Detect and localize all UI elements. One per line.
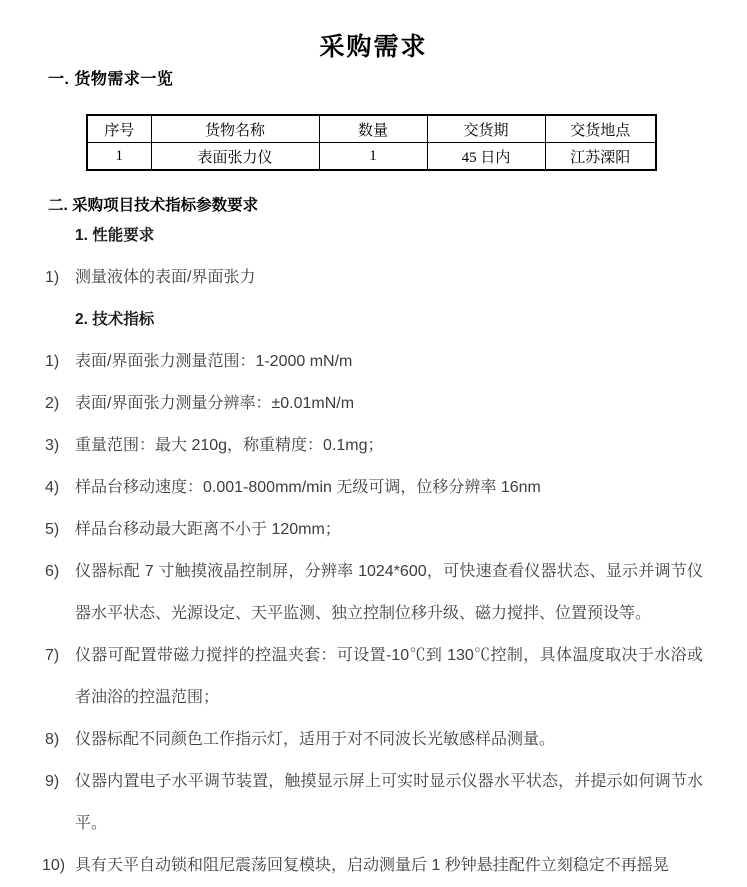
cell-quantity: 1 [319, 143, 427, 171]
list-item-number: 7) [45, 647, 60, 664]
list-item-text: 仪器可配置带磁力搅拌的控温夹套：可设置-10℃到 130℃控制，具体温度取决于水浴或者油浴的控温范围； [75, 647, 703, 706]
cell-goods-name: 表面张力仪 [151, 143, 319, 171]
list-item [0, 719, 747, 761]
list-item [0, 761, 747, 845]
page-title: 采购需求 [319, 33, 428, 61]
section-heading-tech-requirements: 二. 采购项目技术指标参数要求 [48, 197, 259, 214]
list-item-number: 6) [45, 563, 60, 580]
list-item-text: 具有天平自动锁和阻尼震荡回复模块，启动测量后 1 秒钟悬挂配件立刻稳定不再摇晃 [75, 857, 669, 874]
list-item [0, 845, 747, 887]
list-item-number: 2) [45, 395, 60, 412]
column-header-goods-name: 货物名称 [151, 115, 319, 143]
list-item-number: 8) [45, 731, 60, 748]
table-header-row [87, 115, 656, 143]
list-item [0, 383, 747, 425]
list-item-number: 4) [45, 479, 60, 496]
list-item [0, 551, 747, 635]
requirements-list [0, 215, 747, 887]
list-item-text: 测量液体的表面/界面张力 [75, 269, 256, 286]
list-item-text: 样品台移动速度：0.001-800mm/min 无级可调，位移分辨率 16nm [75, 479, 541, 496]
column-header-delivery-time: 交货期 [427, 115, 545, 143]
list-item-text: 仪器标配不同颜色工作指示灯，适用于对不同波长光敏感样品测量。 [75, 731, 556, 748]
list-item [0, 257, 747, 299]
list-item [0, 635, 747, 719]
list-item-number: 1) [45, 353, 60, 370]
list-item-number: 10) [42, 857, 66, 874]
sub-heading-tech-specs: 2. 技术指标 [75, 311, 155, 328]
cell-delivery-time: 45 日内 [427, 143, 545, 171]
sub-heading-performance: 1. 性能要求 [75, 227, 155, 244]
list-item-text: 样品台移动最大距离不小于 120mm； [75, 521, 341, 538]
list-item-text: 表面/界面张力测量范围：1-2000 mN/m [75, 353, 353, 370]
list-item [0, 509, 747, 551]
list-item [0, 341, 747, 383]
cell-seq: 1 [87, 143, 151, 171]
list-item-text: 表面/界面张力测量分辨率：±0.01mN/m [75, 395, 355, 412]
column-header-delivery-place: 交货地点 [545, 115, 656, 143]
table-row [87, 143, 656, 171]
section-heading-goods-overview: 一. 货物需求一览 [48, 71, 174, 88]
list-item [0, 467, 747, 509]
list-item-number: 9) [45, 773, 60, 790]
list-item-text: 仪器内置电子水平调节装置，触摸显示屏上可实时显示仪器水平状态，并提示如何调节水平。 [75, 773, 703, 832]
list-item-number: 1) [45, 269, 60, 286]
list-item-number: 5) [45, 521, 60, 538]
column-header-seq: 序号 [87, 115, 151, 143]
goods-requirements-table [86, 114, 657, 171]
list-item-text: 仪器标配 7 寸触摸液晶控制屏，分辨率 1024*600，可快速查看仪器状态、显示并调节仪器水平状态、光源设定、天平监测、独立控制位移升级、磁力搅拌、位置预设等。 [75, 563, 703, 622]
list-item [0, 425, 747, 467]
list-item-number: 3) [45, 437, 60, 454]
column-header-quantity: 数量 [319, 115, 427, 143]
cell-delivery-place: 江苏溧阳 [545, 143, 656, 171]
list-item-text: 重量范围：最大 210g，称重精度：0.1mg； [75, 437, 384, 454]
